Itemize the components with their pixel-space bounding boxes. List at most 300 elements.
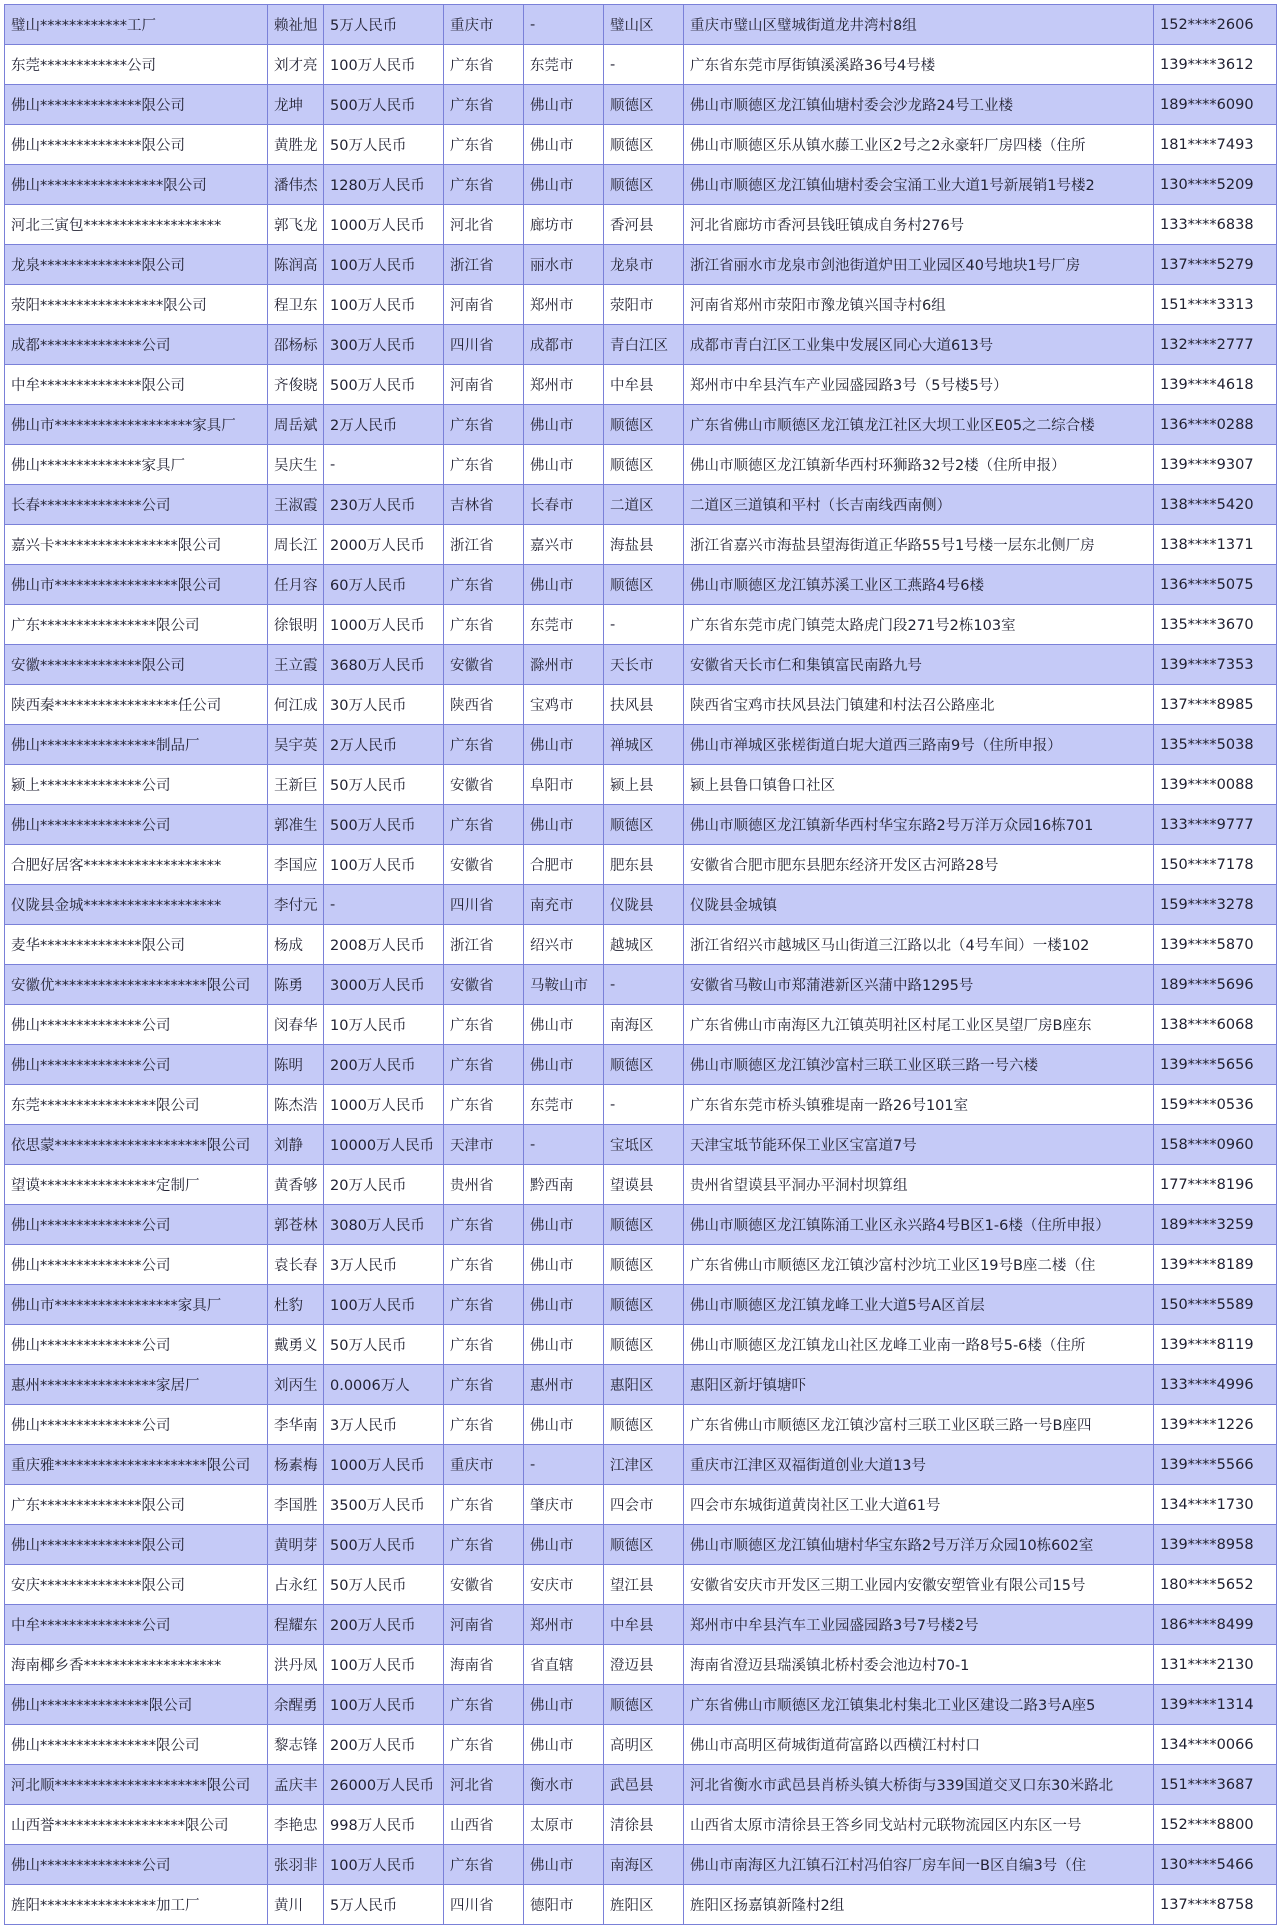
district-cell: - — [604, 1085, 684, 1125]
district-cell: 扶风县 — [604, 685, 684, 725]
table-row — [5, 805, 1277, 845]
phone-cell: 139****8958 — [1154, 1525, 1277, 1565]
phone-cell: 180****5652 — [1154, 1565, 1277, 1605]
city-cell: 佛山市 — [524, 165, 604, 205]
company-name-cell: 广东**************限公司 — [5, 1485, 268, 1525]
table-row — [5, 1325, 1277, 1365]
district-cell: 澄迈县 — [604, 1645, 684, 1685]
district-cell: 惠阳区 — [604, 1365, 684, 1405]
province-cell: 河南省 — [444, 285, 524, 325]
province-cell: 四川省 — [444, 1885, 524, 1925]
phone-cell: 139****5566 — [1154, 1445, 1277, 1485]
city-cell: 郑州市 — [524, 285, 604, 325]
phone-cell: 139****4618 — [1154, 365, 1277, 405]
district-cell: 宝坻区 — [604, 1125, 684, 1165]
province-cell: 浙江省 — [444, 245, 524, 285]
company-name-cell: 仪陇县金城******************* — [5, 885, 268, 925]
address-cell: 成都市青白江区工业集中发展区同心大道613号 — [684, 325, 1154, 365]
legal-person-cell: 潘伟杰 — [268, 165, 324, 205]
legal-person-cell: 程卫东 — [268, 285, 324, 325]
province-cell: 广东省 — [444, 1525, 524, 1565]
province-cell: 安徽省 — [444, 1565, 524, 1605]
phone-cell: 189****5696 — [1154, 965, 1277, 1005]
registered-capital-cell: 50万人民币 — [324, 765, 444, 805]
province-cell: 天津市 — [444, 1125, 524, 1165]
phone-cell: 132****2777 — [1154, 325, 1277, 365]
company-name-cell: 麦华**************限公司 — [5, 925, 268, 965]
phone-cell: 139****3612 — [1154, 45, 1277, 85]
legal-person-cell: 杨素梅 — [268, 1445, 324, 1485]
table-row — [5, 565, 1277, 605]
registered-capital-cell: 100万人民币 — [324, 845, 444, 885]
company-name-cell: 佛山**************公司 — [5, 1245, 268, 1285]
legal-person-cell: 吴庆生 — [268, 445, 324, 485]
registered-capital-cell: 200万人民币 — [324, 1605, 444, 1645]
registered-capital-cell: 1280万人民币 — [324, 165, 444, 205]
district-cell: 南海区 — [604, 1005, 684, 1045]
company-name-cell: 佛山**************公司 — [5, 1045, 268, 1085]
company-name-cell: 佛山**************公司 — [5, 805, 268, 845]
district-cell: 望谟县 — [604, 1165, 684, 1205]
registered-capital-cell: 200万人民币 — [324, 1725, 444, 1765]
phone-cell: 134****0066 — [1154, 1725, 1277, 1765]
city-cell: 郑州市 — [524, 365, 604, 405]
legal-person-cell: 龙坤 — [268, 85, 324, 125]
province-cell: 浙江省 — [444, 525, 524, 565]
table-row — [5, 5, 1277, 45]
legal-person-cell: 刘静 — [268, 1125, 324, 1165]
city-cell: 佛山市 — [524, 1005, 604, 1045]
phone-cell: 133****6838 — [1154, 205, 1277, 245]
city-cell: 成都市 — [524, 325, 604, 365]
city-cell: 佛山市 — [524, 1325, 604, 1365]
district-cell: 顺德区 — [604, 1285, 684, 1325]
address-cell: 佛山市顺德区乐从镇水藤工业区2号之2永豪轩厂房四楼（住所 — [684, 125, 1154, 165]
city-cell: 肇庆市 — [524, 1485, 604, 1525]
company-name-cell: 中牟**************限公司 — [5, 365, 268, 405]
registered-capital-cell: 50万人民币 — [324, 1565, 444, 1605]
registered-capital-cell: 30万人民币 — [324, 685, 444, 725]
company-name-cell: 佛山**************公司 — [5, 1405, 268, 1445]
province-cell: 广东省 — [444, 1205, 524, 1245]
phone-cell: 139****1226 — [1154, 1405, 1277, 1445]
table-row — [5, 1725, 1277, 1765]
table-row — [5, 365, 1277, 405]
company-name-cell: 佛山**************限公司 — [5, 125, 268, 165]
district-cell: 香河县 — [604, 205, 684, 245]
city-cell: - — [524, 5, 604, 45]
district-cell: 仪陇县 — [604, 885, 684, 925]
city-cell: 佛山市 — [524, 565, 604, 605]
table-row — [5, 1205, 1277, 1245]
phone-cell: 135****3670 — [1154, 605, 1277, 645]
registered-capital-cell: 60万人民币 — [324, 565, 444, 605]
registered-capital-cell: 50万人民币 — [324, 125, 444, 165]
city-cell: 绍兴市 — [524, 925, 604, 965]
province-cell: 河南省 — [444, 1605, 524, 1645]
district-cell: 顺德区 — [604, 1525, 684, 1565]
province-cell: 广东省 — [444, 1085, 524, 1125]
table-row — [5, 325, 1277, 365]
phone-cell: 139****5870 — [1154, 925, 1277, 965]
address-cell: 广东省佛山市顺德区龙江镇集北村集北工业区建设二路3号A座5 — [684, 1685, 1154, 1725]
company-name-cell: 佛山**************公司 — [5, 1205, 268, 1245]
district-cell: 荥阳市 — [604, 285, 684, 325]
registered-capital-cell: 100万人民币 — [324, 245, 444, 285]
city-cell: 德阳市 — [524, 1885, 604, 1925]
phone-cell: 139****0088 — [1154, 765, 1277, 805]
company-name-cell: 嘉兴卡*****************限公司 — [5, 525, 268, 565]
table-row — [5, 1525, 1277, 1565]
phone-cell: 177****8196 — [1154, 1165, 1277, 1205]
legal-person-cell: 洪丹凤 — [268, 1645, 324, 1685]
district-cell: 颍上县 — [604, 765, 684, 805]
registered-capital-cell: 5万人民币 — [324, 1885, 444, 1925]
company-name-cell: 璧山************工厂 — [5, 5, 268, 45]
legal-person-cell: 陈润高 — [268, 245, 324, 285]
registered-capital-cell: 1000万人民币 — [324, 1445, 444, 1485]
legal-person-cell: 杜豹 — [268, 1285, 324, 1325]
province-cell: 重庆市 — [444, 1445, 524, 1485]
company-name-cell: 佛山市*****************限公司 — [5, 565, 268, 605]
table-row — [5, 205, 1277, 245]
address-cell: 河南省郑州市荥阳市豫龙镇兴国寺村6组 — [684, 285, 1154, 325]
company-name-cell: 佛山**************家具厂 — [5, 445, 268, 485]
province-cell: 重庆市 — [444, 5, 524, 45]
registered-capital-cell: 230万人民币 — [324, 485, 444, 525]
address-cell: 佛山市顺德区龙江镇新华西村华宝东路2号万洋万众园16栋701 — [684, 805, 1154, 845]
address-cell: 浙江省丽水市龙泉市剑池街道炉田工业园区40号地块1号厂房 — [684, 245, 1154, 285]
district-cell: 江津区 — [604, 1445, 684, 1485]
legal-person-cell: 占永红 — [268, 1565, 324, 1605]
phone-cell: 137****8985 — [1154, 685, 1277, 725]
legal-person-cell: 周长江 — [268, 525, 324, 565]
address-cell: 佛山市禅城区张槎街道白坭大道西三路南9号（住所申报） — [684, 725, 1154, 765]
table-row — [5, 445, 1277, 485]
district-cell: 中牟县 — [604, 365, 684, 405]
phone-cell: 152****8800 — [1154, 1805, 1277, 1845]
district-cell: 顺德区 — [604, 1045, 684, 1085]
table-row — [5, 685, 1277, 725]
district-cell: 顺德区 — [604, 1685, 684, 1725]
registered-capital-cell: 20万人民币 — [324, 1165, 444, 1205]
city-cell: 南充市 — [524, 885, 604, 925]
address-cell: 陕西省宝鸡市扶风县法门镇建和村法召公路座北 — [684, 685, 1154, 725]
company-name-cell: 河北三寅包******************* — [5, 205, 268, 245]
phone-cell: 138****1371 — [1154, 525, 1277, 565]
table-row — [5, 1245, 1277, 1285]
table-row — [5, 485, 1277, 525]
registered-capital-cell: 100万人民币 — [324, 45, 444, 85]
table-row — [5, 765, 1277, 805]
district-cell: 青白江区 — [604, 325, 684, 365]
address-cell: 佛山市顺德区龙江镇仙塘村华宝东路2号万洋万众园10栋602室 — [684, 1525, 1154, 1565]
address-cell: 广东省东莞市虎门镇莞太路虎门段271号2栋103室 — [684, 605, 1154, 645]
city-cell: 衡水市 — [524, 1765, 604, 1805]
company-name-cell: 安徽**************限公司 — [5, 645, 268, 685]
phone-cell: 189****6090 — [1154, 85, 1277, 125]
registered-capital-cell: 1000万人民币 — [324, 1085, 444, 1125]
province-cell: 广东省 — [444, 445, 524, 485]
phone-cell: 152****2606 — [1154, 5, 1277, 45]
address-cell: 郑州市中牟县汽车产业园盛园路3号（5号楼5号） — [684, 365, 1154, 405]
city-cell: 廊坊市 — [524, 205, 604, 245]
address-cell: 河北省衡水市武邑县肖桥头镇大桥街与339国道交叉口东30米路北 — [684, 1765, 1154, 1805]
legal-person-cell: 徐银明 — [268, 605, 324, 645]
table-row — [5, 525, 1277, 565]
table-row — [5, 1685, 1277, 1725]
phone-cell: 159****3278 — [1154, 885, 1277, 925]
phone-cell: 151****3687 — [1154, 1765, 1277, 1805]
registered-capital-cell: 100万人民币 — [324, 1845, 444, 1885]
phone-cell: 135****5038 — [1154, 725, 1277, 765]
address-cell: 佛山市顺德区龙江镇仙塘村委会宝涌工业大道1号新展销1号楼2 — [684, 165, 1154, 205]
district-cell: - — [604, 45, 684, 85]
phone-cell: 151****3313 — [1154, 285, 1277, 325]
address-cell: 广东省佛山市顺德区龙江镇沙富村沙坑工业区19号B座二楼（住 — [684, 1245, 1154, 1285]
district-cell: 顺德区 — [604, 1245, 684, 1285]
province-cell: 广东省 — [444, 1845, 524, 1885]
province-cell: 广东省 — [444, 1725, 524, 1765]
province-cell: 河南省 — [444, 365, 524, 405]
registered-capital-cell: 200万人民币 — [324, 1045, 444, 1085]
district-cell: 越城区 — [604, 925, 684, 965]
legal-person-cell: 王淑霞 — [268, 485, 324, 525]
phone-cell: 137****5279 — [1154, 245, 1277, 285]
legal-person-cell: 黄明芽 — [268, 1525, 324, 1565]
phone-cell: 158****0960 — [1154, 1125, 1277, 1165]
city-cell: 佛山市 — [524, 805, 604, 845]
address-cell: 佛山市顺德区龙江镇仙塘村委会沙龙路24号工业楼 — [684, 85, 1154, 125]
city-cell: 佛山市 — [524, 445, 604, 485]
phone-cell: 150****5589 — [1154, 1285, 1277, 1325]
city-cell: 佛山市 — [524, 1245, 604, 1285]
phone-cell: 189****3259 — [1154, 1205, 1277, 1245]
district-cell: 海盐县 — [604, 525, 684, 565]
province-cell: 广东省 — [444, 45, 524, 85]
address-cell: 广东省佛山市南海区九江镇英明社区村尾工业区昊望厂房B座东 — [684, 1005, 1154, 1045]
phone-cell: 134****1730 — [1154, 1485, 1277, 1525]
phone-cell: 139****5656 — [1154, 1045, 1277, 1085]
legal-person-cell: 任月容 — [268, 565, 324, 605]
phone-cell: 138****6068 — [1154, 1005, 1277, 1045]
city-cell: 佛山市 — [524, 725, 604, 765]
province-cell: 广东省 — [444, 1325, 524, 1365]
registered-capital-cell: 2万人民币 — [324, 405, 444, 445]
address-cell: 佛山市顺德区龙江镇沙富村三联工业区联三路一号六楼 — [684, 1045, 1154, 1085]
province-cell: 广东省 — [444, 1285, 524, 1325]
table-row — [5, 1165, 1277, 1205]
registered-capital-cell: 10000万人民币 — [324, 1125, 444, 1165]
legal-person-cell: 杨成 — [268, 925, 324, 965]
company-name-cell: 广东****************限公司 — [5, 605, 268, 645]
district-cell: 肥东县 — [604, 845, 684, 885]
legal-person-cell: 戴勇义 — [268, 1325, 324, 1365]
city-cell: 滁州市 — [524, 645, 604, 685]
registered-capital-cell: 3000万人民币 — [324, 965, 444, 1005]
company-name-cell: 荥阳*****************限公司 — [5, 285, 268, 325]
city-cell: 佛山市 — [524, 1285, 604, 1325]
company-name-cell: 长春**************公司 — [5, 485, 268, 525]
city-cell: 佛山市 — [524, 1205, 604, 1245]
phone-cell: 139****9307 — [1154, 445, 1277, 485]
legal-person-cell: 刘才亮 — [268, 45, 324, 85]
province-cell: 广东省 — [444, 1405, 524, 1445]
company-name-cell: 佛山**************限公司 — [5, 1525, 268, 1565]
legal-person-cell: 刘丙生 — [268, 1365, 324, 1405]
city-cell: - — [524, 1445, 604, 1485]
phone-cell: 133****4996 — [1154, 1365, 1277, 1405]
district-cell: 顺德区 — [604, 125, 684, 165]
phone-cell: 136****5075 — [1154, 565, 1277, 605]
table-row — [5, 645, 1277, 685]
address-cell: 浙江省嘉兴市海盐县望海街道正华路55号1号楼一层东北侧厂房 — [684, 525, 1154, 565]
company-name-cell: 佛山市*******************家具厂 — [5, 405, 268, 445]
district-cell: 天长市 — [604, 645, 684, 685]
registered-capital-cell: - — [324, 445, 444, 485]
table-row — [5, 1805, 1277, 1845]
district-cell: 南海区 — [604, 1845, 684, 1885]
phone-cell: 139****7353 — [1154, 645, 1277, 685]
district-cell: 二道区 — [604, 485, 684, 525]
city-cell: 佛山市 — [524, 125, 604, 165]
table-row — [5, 1285, 1277, 1325]
registered-capital-cell: 998万人民币 — [324, 1805, 444, 1845]
city-cell: 长春市 — [524, 485, 604, 525]
legal-person-cell: 黄川 — [268, 1885, 324, 1925]
address-cell: 二道区三道镇和平村（长吉南线西南侧） — [684, 485, 1154, 525]
company-name-cell: 陕西秦*****************任公司 — [5, 685, 268, 725]
district-cell: - — [604, 965, 684, 1005]
legal-person-cell: 王新巨 — [268, 765, 324, 805]
district-cell: 顺德区 — [604, 165, 684, 205]
legal-person-cell: 王立霞 — [268, 645, 324, 685]
legal-person-cell: 赖祉旭 — [268, 5, 324, 45]
address-cell: 海南省澄迈县瑞溪镇北桥村委会池边村70-1 — [684, 1645, 1154, 1685]
table-row — [5, 1045, 1277, 1085]
registered-capital-cell: 300万人民币 — [324, 325, 444, 365]
province-cell: 广东省 — [444, 1365, 524, 1405]
address-cell: 广东省佛山市顺德区龙江镇龙江社区大坝工业区E05之二综合楼 — [684, 405, 1154, 445]
phone-cell: 159****0536 — [1154, 1085, 1277, 1125]
province-cell: 河北省 — [444, 1765, 524, 1805]
registered-capital-cell: 3080万人民币 — [324, 1205, 444, 1245]
company-name-cell: 成都**************公司 — [5, 325, 268, 365]
address-cell: 仪陇县金城镇 — [684, 885, 1154, 925]
address-cell: 贵州省望谟县平洞办平洞村坝算组 — [684, 1165, 1154, 1205]
address-cell: 佛山市顺德区龙江镇陈涌工业区永兴路4号B区1-6楼（住所申报） — [684, 1205, 1154, 1245]
table-row — [5, 1885, 1277, 1925]
province-cell: 四川省 — [444, 885, 524, 925]
company-name-cell: 佛山市*****************家具厂 — [5, 1285, 268, 1325]
legal-person-cell: 张羽非 — [268, 1845, 324, 1885]
legal-person-cell: 袁长春 — [268, 1245, 324, 1285]
legal-person-cell: 郭准生 — [268, 805, 324, 845]
legal-person-cell: 李付元 — [268, 885, 324, 925]
district-cell: 顺德区 — [604, 1205, 684, 1245]
registered-capital-cell: 3万人民币 — [324, 1405, 444, 1445]
phone-cell: 139****8189 — [1154, 1245, 1277, 1285]
district-cell: 顺德区 — [604, 445, 684, 485]
company-name-cell: 东莞****************限公司 — [5, 1085, 268, 1125]
city-cell: 省直辖 — [524, 1645, 604, 1685]
legal-person-cell: 李国胜 — [268, 1485, 324, 1525]
city-cell: 佛山市 — [524, 1685, 604, 1725]
company-name-cell: 安徽优*********************限公司 — [5, 965, 268, 1005]
registered-capital-cell: 3500万人民币 — [324, 1485, 444, 1525]
city-cell: 太原市 — [524, 1805, 604, 1845]
address-cell: 广东省佛山市顺德区龙江镇沙富村三联工业区联三路一号B座四 — [684, 1405, 1154, 1445]
province-cell: 广东省 — [444, 125, 524, 165]
province-cell: 海南省 — [444, 1645, 524, 1685]
province-cell: 广东省 — [444, 85, 524, 125]
district-cell: 禅城区 — [604, 725, 684, 765]
province-cell: 安徽省 — [444, 845, 524, 885]
city-cell: 合肥市 — [524, 845, 604, 885]
province-cell: 山西省 — [444, 1805, 524, 1845]
province-cell: 广东省 — [444, 1685, 524, 1725]
city-cell: 安庆市 — [524, 1565, 604, 1605]
legal-person-cell: 陈杰浩 — [268, 1085, 324, 1125]
registered-capital-cell: 26000万人民币 — [324, 1765, 444, 1805]
legal-person-cell: 邵杨标 — [268, 325, 324, 365]
province-cell: 安徽省 — [444, 965, 524, 1005]
address-cell: 佛山市顺德区龙江镇龙山社区龙峰工业南一路8号5-6楼（住所 — [684, 1325, 1154, 1365]
district-cell: 中牟县 — [604, 1605, 684, 1645]
registered-capital-cell: 50万人民币 — [324, 1325, 444, 1365]
district-cell: 四会市 — [604, 1485, 684, 1525]
city-cell: 宝鸡市 — [524, 685, 604, 725]
table-row — [5, 1445, 1277, 1485]
registered-capital-cell: 3万人民币 — [324, 1245, 444, 1285]
district-cell: 武邑县 — [604, 1765, 684, 1805]
address-cell: 天津宝坻节能环保工业区宝富道7号 — [684, 1125, 1154, 1165]
legal-person-cell: 周岳斌 — [268, 405, 324, 445]
address-cell: 旌阳区扬嘉镇新隆村2组 — [684, 1885, 1154, 1925]
table-row — [5, 1365, 1277, 1405]
table-row — [5, 605, 1277, 645]
registered-capital-cell: 100万人民币 — [324, 285, 444, 325]
registered-capital-cell: 2万人民币 — [324, 725, 444, 765]
legal-person-cell: 黄胜龙 — [268, 125, 324, 165]
legal-person-cell: 黎志锋 — [268, 1725, 324, 1765]
phone-cell: 131****2130 — [1154, 1645, 1277, 1685]
registered-capital-cell: 500万人民币 — [324, 85, 444, 125]
legal-person-cell: 闵春华 — [268, 1005, 324, 1045]
company-name-cell: 佛山***************限公司 — [5, 1685, 268, 1725]
city-cell: 东莞市 — [524, 605, 604, 645]
company-name-cell: 旌阳****************加工厂 — [5, 1885, 268, 1925]
address-cell: 安徽省合肥市肥东县肥东经济开发区古河路28号 — [684, 845, 1154, 885]
table-row — [5, 1765, 1277, 1805]
phone-cell: 150****7178 — [1154, 845, 1277, 885]
phone-cell: 139****1314 — [1154, 1685, 1277, 1725]
table-row — [5, 1005, 1277, 1045]
company-name-cell: 望谟****************定制厂 — [5, 1165, 268, 1205]
phone-cell: 130****5466 — [1154, 1845, 1277, 1885]
phone-cell: 133****9777 — [1154, 805, 1277, 845]
company-name-cell: 佛山**************公司 — [5, 1845, 268, 1885]
company-name-cell: 龙泉**************限公司 — [5, 245, 268, 285]
table-row — [5, 1565, 1277, 1605]
legal-person-cell: 程耀东 — [268, 1605, 324, 1645]
table-row — [5, 285, 1277, 325]
province-cell: 广东省 — [444, 1005, 524, 1045]
city-cell: 佛山市 — [524, 1845, 604, 1885]
address-cell: 浙江省绍兴市越城区马山街道三江路以北（4号车间）一楼102 — [684, 925, 1154, 965]
province-cell: 安徽省 — [444, 765, 524, 805]
phone-cell: 181****7493 — [1154, 125, 1277, 165]
